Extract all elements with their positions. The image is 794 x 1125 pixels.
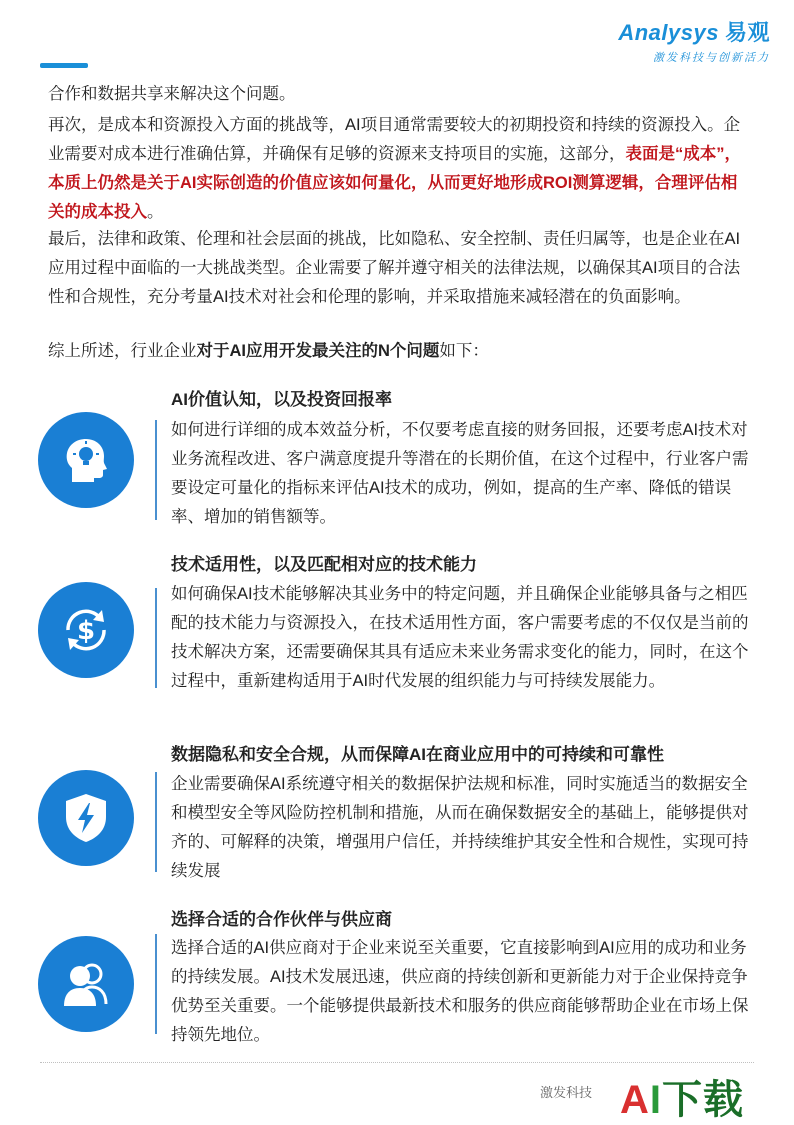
logo-tagline: 激发科技与创新活力 <box>653 52 770 64</box>
logo-cn: 易观 <box>724 20 770 45</box>
item-text: 选择合适的AI供应商对于企业来说至关重要，它直接影响到AI应用的成功和业务的持续发展。AI技术发展迅速，供应商的持续创新和更新能力对于企业保持竞争优势至关重要。一个能够提供最新技术和服务的供应商能够帮助企业在市场上保持领先地位。 <box>171 939 749 1044</box>
accent-bar <box>40 63 88 68</box>
item-title: 数据隐私和安全合规，从而保障AI在商业应用中的可持续和可靠性 <box>171 745 664 764</box>
item-divider-line <box>155 420 157 520</box>
head-lightbulb-icon <box>38 412 134 508</box>
item-divider-line <box>155 934 157 1034</box>
item-text: 如何确保AI技术能够解决其业务中的特定问题，并且确保企业能够具备与之相匹配的技术能力与资源投入，在技术适用性方面，客户需要考虑的不仅仅是当前的技术解决方案，还需要确保其具有适应未来业务需求变化的能力，同时，在这个过程中，重新建构适用于AI时代发展的组织能力与可持续发展能力。 <box>171 585 749 690</box>
users-icon <box>38 936 134 1032</box>
item-divider-line <box>155 588 157 688</box>
item-text: 如何进行详细的成本效益分析，不仅要考虑直接的财务回报，还要考虑AI技术对业务流程改进、客户满意度提升等潜在的长期价值，在这个过程中，行业客户需要设定可量化的指标来评估AI技术的成功，例如，提高的生产率、降低的错误率、增加的销售额等。 <box>171 421 749 526</box>
svg-text:$: $ <box>76 616 96 646</box>
item-text: 企业需要确保AI系统遵守相关的数据保护法规和标准，同时实施适当的数据安全和模型安全等风险防控机制和措施，从而在确保数据安全的基础上，能够提供对齐的、可解释的决策，增强用户信任，并持续维护其安全性和合规性，实现可持续发展 <box>171 775 749 880</box>
ai-download-watermark: AI下载 <box>620 1078 745 1122</box>
paragraph-4: 综上所述，行业企业对于AI应用开发最关注的N个问题如下： <box>48 342 489 360</box>
item-title: 技术适用性，以及匹配相对应的技术能力 <box>171 555 477 574</box>
shield-bolt-icon <box>38 770 134 866</box>
item-divider-line <box>155 772 157 872</box>
paragraph-3: 最后，法律和政策、伦理和社会层面的挑战，比如隐私、安全控制、责任归属等，也是企业在AI应用过程中面临的一大挑战类型。企业需要了解并遵守相关的法律法规，以确保其AI项目的合法性和合规性，充分考量AI技术对社会和伦理的影响，并采取措施来减轻潜在的负面影响。 <box>48 230 741 306</box>
highlight-text: 表面是“成本”，本质上仍然是关于AI实际创造的价值应该如何量化，从而更好地形成ROI测算逻辑，合理评估相关的成本投入 <box>48 145 741 221</box>
paragraph-2: 再次，是成本和资源投入方面的挑战等，AI项目通常需要较大的初期投资和持续的资源投入。企业需要对成本进行准确估算，并确保有足够的资源来支持项目的实施，这部分，表面是“成本”，本质上仍然是关于AI实际创造的价值应该如何量化，从而更好地形成ROI测算逻辑，合理评估相关的成本投入。 <box>48 116 741 221</box>
paragraph-1: 合作和数据共享来解决这个问题。 <box>48 85 296 103</box>
dollar-cycle-icon <box>38 582 134 678</box>
logo-text: Analysys <box>618 20 719 45</box>
footer-text: 激发科技 <box>540 1085 593 1100</box>
item-title: 选择合适的合作伙伴与供应商 <box>171 910 392 929</box>
item-title: AI价值认知，以及投资回报率 <box>171 390 392 409</box>
footer-divider <box>40 1062 754 1063</box>
analysys-logo <box>618 16 770 65</box>
